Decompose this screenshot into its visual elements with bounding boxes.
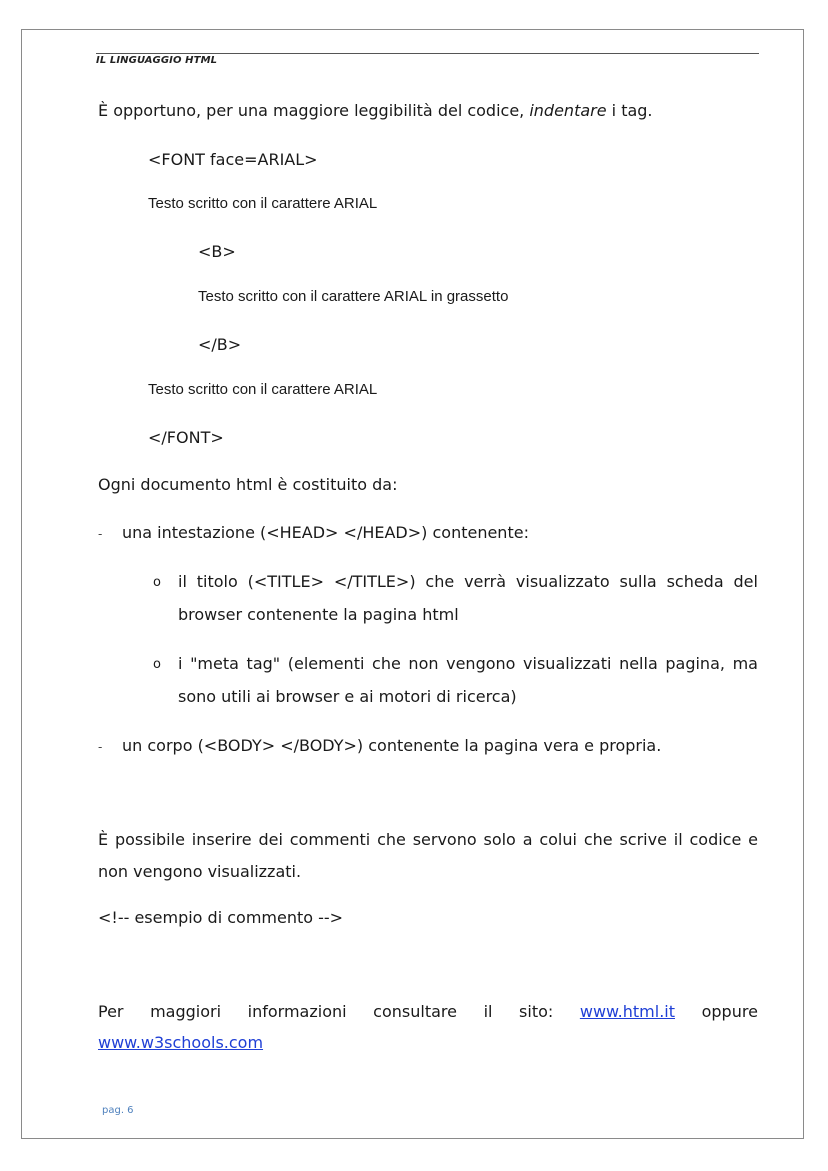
word: possibile	[114, 830, 185, 849]
dash-bullet: -	[98, 527, 103, 541]
word: il	[673, 830, 683, 849]
word: dei	[258, 830, 283, 849]
intro-paragraph	[98, 101, 653, 120]
word: consultare	[373, 1002, 457, 1021]
link-html-it[interactable]: www.html.it	[579, 1002, 675, 1021]
list-subitem-title-line2: browser contenente la pagina html	[178, 605, 459, 624]
word: verrà	[464, 572, 507, 591]
list-item-body: un corpo (<BODY> </BODY>) contenente la pagina vera e propria.	[122, 736, 662, 755]
word: maggiori	[150, 1002, 222, 1021]
code-bold-text: Testo scritto con il carattere ARIAL in grassetto	[198, 288, 509, 305]
comments-paragraph-line1	[98, 830, 758, 849]
word: titolo	[196, 572, 238, 591]
doc-structure-intro: Ogni documento html è costituito da:	[98, 475, 398, 494]
word: che	[425, 572, 455, 591]
page-number: pag. 6	[102, 1105, 134, 1116]
word: "meta	[190, 654, 239, 673]
word: sito:	[519, 1002, 554, 1021]
intro-text-after: i tag.	[606, 101, 653, 120]
word: sulla	[619, 572, 657, 591]
word: (<TITLE>	[247, 572, 324, 591]
list-item-head: una intestazione (<HEAD> </HEAD>) contenente:	[122, 523, 529, 542]
word: scheda	[666, 572, 724, 591]
word: a	[522, 830, 533, 849]
word: nella	[619, 654, 658, 673]
intro-text-before: È opportuno, per una maggiore leggibilità del codice,	[98, 101, 530, 120]
code-arial-text-1: Testo scritto con il carattere ARIAL	[148, 195, 378, 212]
code-font-open: <FONT face=ARIAL>	[148, 150, 318, 169]
list-subitem-title-line1	[178, 572, 758, 591]
circle-bullet: o	[153, 657, 161, 672]
word: È	[98, 830, 109, 849]
word: che	[372, 654, 401, 673]
word: </TITLE>)	[333, 572, 416, 591]
word: colui	[539, 830, 577, 849]
code-b-close: </B>	[198, 335, 242, 354]
word: solo	[483, 830, 516, 849]
word: del	[733, 572, 758, 591]
word: il	[483, 1002, 493, 1021]
circle-bullet: o	[153, 575, 161, 590]
word: ma	[732, 654, 758, 673]
list-subitem-meta-line1	[178, 654, 758, 673]
word: e	[748, 830, 758, 849]
word: codice	[689, 830, 742, 849]
word: (elementi	[287, 654, 365, 673]
code-arial-text-2: Testo scritto con il carattere ARIAL	[148, 381, 378, 398]
word: che	[583, 830, 613, 849]
word: informazioni	[247, 1002, 347, 1021]
running-header: IL LINGUAGGIO HTML	[96, 55, 218, 66]
dash-bullet: -	[98, 740, 103, 754]
list-subitem-meta-line2: sono utili ai browser e ai motori di ricerca)	[178, 687, 517, 706]
header-rule	[96, 53, 759, 54]
word: che	[377, 830, 406, 849]
code-b-open: <B>	[198, 242, 236, 261]
link-w3schools[interactable]: www.w3schools.com	[98, 1033, 264, 1052]
word: oppure	[701, 1002, 758, 1021]
word: servono	[412, 830, 477, 849]
word: Per	[98, 1002, 124, 1021]
code-font-close: </FONT>	[148, 428, 224, 447]
word: tag"	[246, 654, 281, 673]
comment-example: <!-- esempio di commento -->	[98, 908, 344, 927]
intro-italic-word: indentare	[529, 101, 607, 120]
word: inserire	[191, 830, 252, 849]
word: visualizzato	[515, 572, 610, 591]
word: il	[178, 572, 187, 591]
word: commenti	[289, 830, 371, 849]
info-paragraph-line1	[98, 1002, 758, 1021]
word: visualizzati	[523, 654, 612, 673]
word: non	[408, 654, 439, 673]
word: scrive	[619, 830, 667, 849]
word: i	[178, 654, 183, 673]
word: pagina,	[665, 654, 725, 673]
comments-paragraph-line2: non vengono visualizzati.	[98, 862, 302, 881]
word: vengono	[446, 654, 516, 673]
info-paragraph-line2	[98, 1033, 263, 1052]
